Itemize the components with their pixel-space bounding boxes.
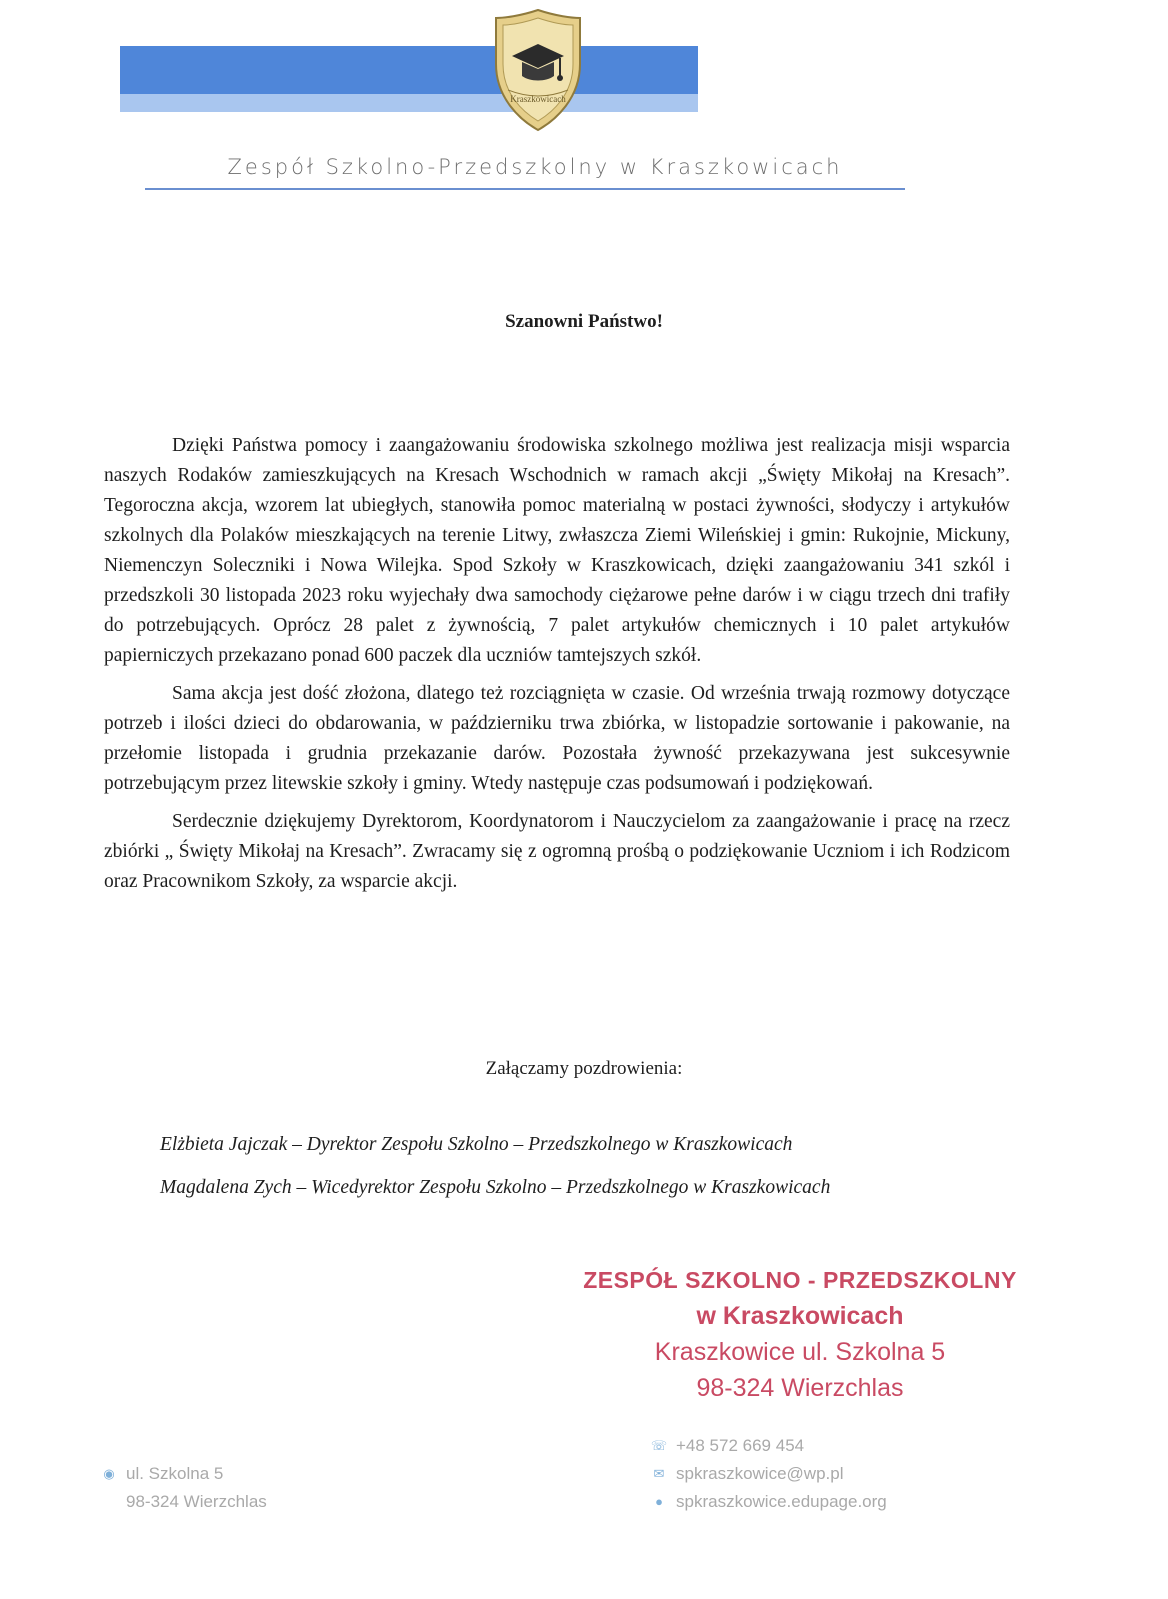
footer-street: ul. Szkolna 5	[126, 1464, 224, 1483]
school-crest-logo	[490, 6, 586, 134]
paragraph-3: Serdecznie dziękujemy Dyrektorom, Koordynatorom i Nauczycielom za zaangażowanie i pracę na rzecz zbiórki „ Święty Mikołaj na Kresach”. Zwracamy się z ogromną prośbą o podziękowanie Uczniom i ich Rodzicom oraz Pracownikom Szkoły, za wsparcie akcji.	[104, 811, 1010, 892]
letter-body	[104, 431, 1010, 897]
paragraph-2: Sama akcja jest dość złożona, dlatego też rozciągnięta w czasie. Od września trwają rozmowy dotyczące potrzeb i ilości dzieci do obdarowania, w październiku trwa zbiórka, w listopadzie sortowanie i pakowanie, na przełomie listopada i grudnia przekazanie darów. Pozostała żywność przekazywana jest sukcesywnie potrzebującym przez litewskie szkoły i gminy. Wtedy następuje czas podsumowań i podziękowań.	[104, 683, 1010, 794]
header-band-light	[120, 94, 698, 112]
stamp-line-3: Kraszkowice ul. Szkolna 5	[654, 1338, 946, 1366]
footer-website: spkraszkowice.edupage.org	[676, 1492, 887, 1511]
mail-icon: ✉	[653, 1466, 665, 1481]
stamp-line-4: 98-324 Wierzchlas	[696, 1374, 904, 1402]
stamp-line-1: ZESPÓŁ SZKOLNO - PRZEDSZKOLNY	[583, 1267, 1017, 1293]
paragraph-1: Dzięki Państwa pomocy i zaangażowaniu środowiska szkolnego możliwa jest realizacja misji wsparcia naszych Rodaków zamieszkujących na Kresach Wschodnich w ramach akcji „Święty Mikołaj na Kresach”. Tegoroczna akcja, wzorem lat ubiegłych, stanowiła pomoc materialną w postaci żywności, słodyczy i artykułów szkolnych dla Polaków mieszkających na terenie Litwy, zwłaszcza Ziemi Wileńskiej i gmin: Rukojnie, Mickuny, Niemenczyn Soleczniki i Nowa Wilejka. Spod Szkoły w Kraszkowicach, dzięki zaangażowaniu 341 szkól i przedszkoli 30 listopada 2023 roku wyjechały dwa samochody ciężarowe pełne darów i w ciągu trzech dni trafiły do potrzebujących. Oprócz 28 palet z żywnością, 7 palet artykułów chemicznych i 10 palet artykułów papierniczych przekazano ponad 600 paczek dla uczniów tamtejszych szkół.	[104, 435, 1010, 666]
signature-vice-director: Magdalena Zych – Wicedyrektor Zespołu Szkolno – Przedszkolnego w Kraszkowicach	[160, 1177, 831, 1198]
footer-city: 98-324 Wierzchlas	[126, 1492, 267, 1511]
globe-icon: ●	[655, 1494, 663, 1509]
signature-director: Elżbieta Jajczak – Dyrektor Zespołu Szkolno – Przedszkolnego w Kraszkowicach	[160, 1134, 793, 1155]
school-stamp	[580, 1262, 1020, 1406]
footer-address	[100, 1460, 267, 1516]
closing-line: Załączamy pozdrowienia:	[485, 1058, 683, 1079]
location-pin-icon: ◉	[103, 1466, 115, 1481]
footer-phone: +48 572 669 454	[676, 1436, 805, 1455]
footer-contact	[650, 1432, 887, 1516]
phone-icon: ☏	[650, 1438, 668, 1453]
salutation: Szanowni Państwo!	[505, 311, 663, 332]
header-rule	[145, 188, 905, 190]
footer-email: spkraszkowice@wp.pl	[676, 1464, 844, 1483]
school-name-header: Zespół Szkolno-Przedszkolny w Kraszkowicach	[227, 155, 843, 179]
stamp-line-2: w Kraszkowicach	[696, 1302, 904, 1330]
crest-label: Kraszkowicach	[510, 94, 566, 104]
header-band	[120, 46, 698, 94]
